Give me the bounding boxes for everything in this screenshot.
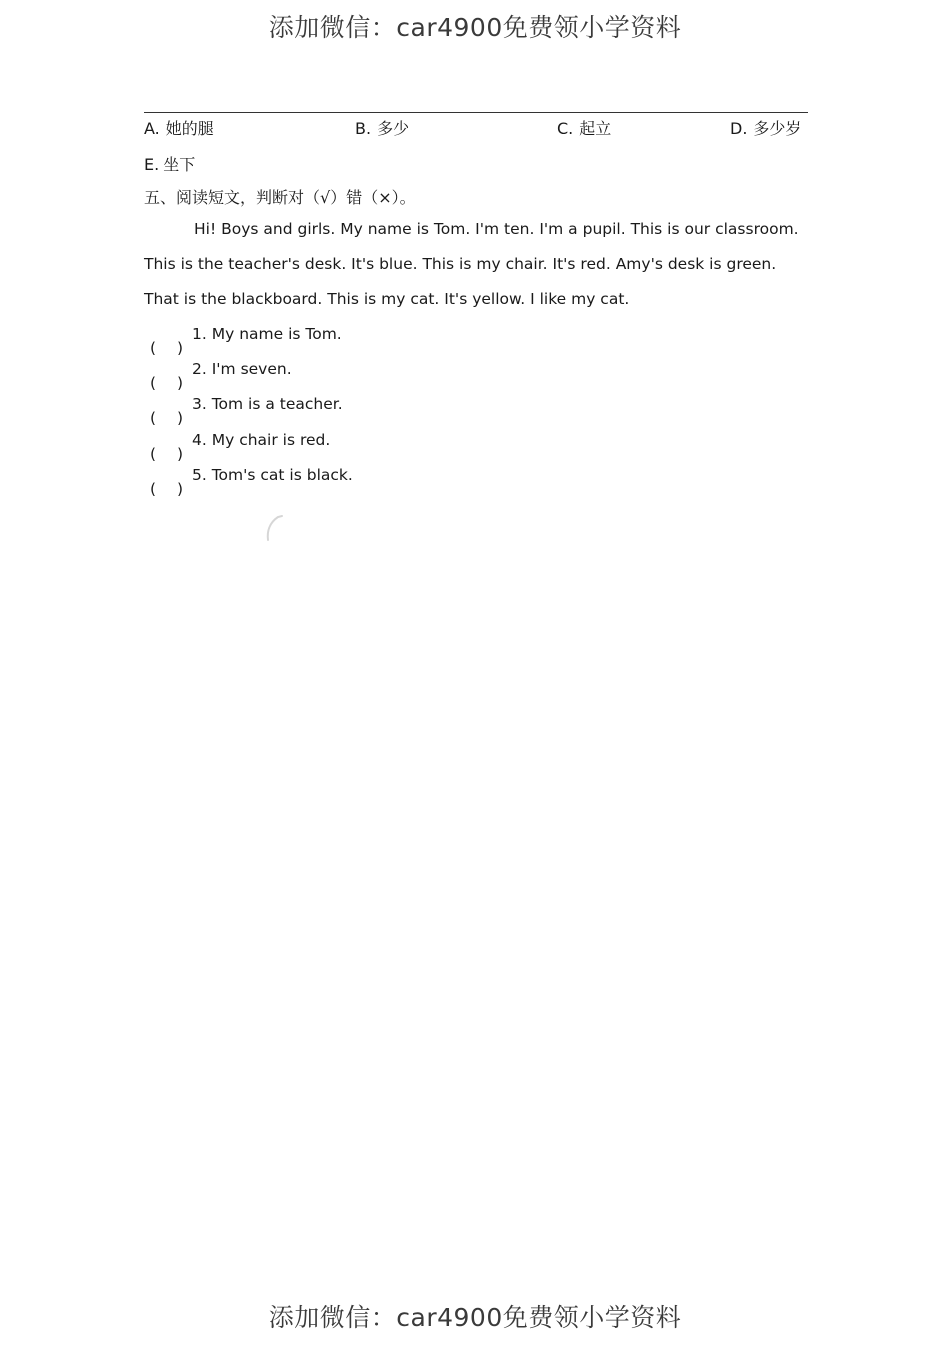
passage-line-2: This is the teacher's desk. It's blue. This is my chair. It's red. Amy's desk is green.	[144, 255, 777, 273]
question-item-1: ( ) 1. My name is Tom.	[150, 325, 342, 357]
divider-line	[144, 112, 808, 113]
scan-smudge-mark	[264, 514, 286, 542]
option-e	[144, 152, 195, 175]
watermark-top: 添加微信：car4900免费领小学资料	[268, 13, 682, 42]
question-text: 5. Tom's cat is black.	[192, 466, 353, 484]
question-text: 2. I'm seven.	[192, 360, 292, 378]
question-item-5: ( ) 5. Tom's cat is black.	[150, 466, 353, 498]
option-d	[730, 116, 801, 139]
option-b-letter: B.	[355, 119, 372, 138]
option-a	[144, 116, 214, 139]
question-item-3: ( ) 3. Tom is a teacher.	[150, 395, 343, 427]
option-d-text: 多少岁	[753, 119, 802, 138]
option-a-letter: A.	[144, 119, 160, 138]
option-e-letter: E.	[144, 155, 160, 174]
question-item-4: ( ) 4. My chair is red.	[150, 431, 331, 463]
option-a-text: 她的腿	[165, 119, 214, 138]
question-text: 4. My chair is red.	[192, 431, 331, 449]
question-item-2: ( ) 2. I'm seven.	[150, 360, 292, 392]
passage-line-1: Hi! Boys and girls. My name is Tom. I'm ten. I'm a pupil. This is our classroom.	[194, 220, 799, 238]
option-d-letter: D.	[730, 119, 748, 138]
option-c-letter: C.	[557, 119, 574, 138]
option-b	[355, 116, 409, 139]
section-title: 五、阅读短文，判断对（√）错（×）。	[144, 188, 416, 207]
watermark-bottom: 添加微信：car4900免费领小学资料	[268, 1303, 682, 1332]
option-e-text: 坐下	[163, 155, 196, 174]
question-text: 3. Tom is a teacher.	[192, 395, 343, 413]
option-c-text: 起立	[579, 119, 612, 138]
option-c	[557, 116, 611, 139]
answer-options-row	[0, 116, 950, 140]
option-b-text: 多少	[377, 119, 410, 138]
passage-line-3: That is the blackboard. This is my cat. It's yellow. I like my cat.	[144, 290, 630, 308]
question-text: 1. My name is Tom.	[192, 325, 342, 343]
